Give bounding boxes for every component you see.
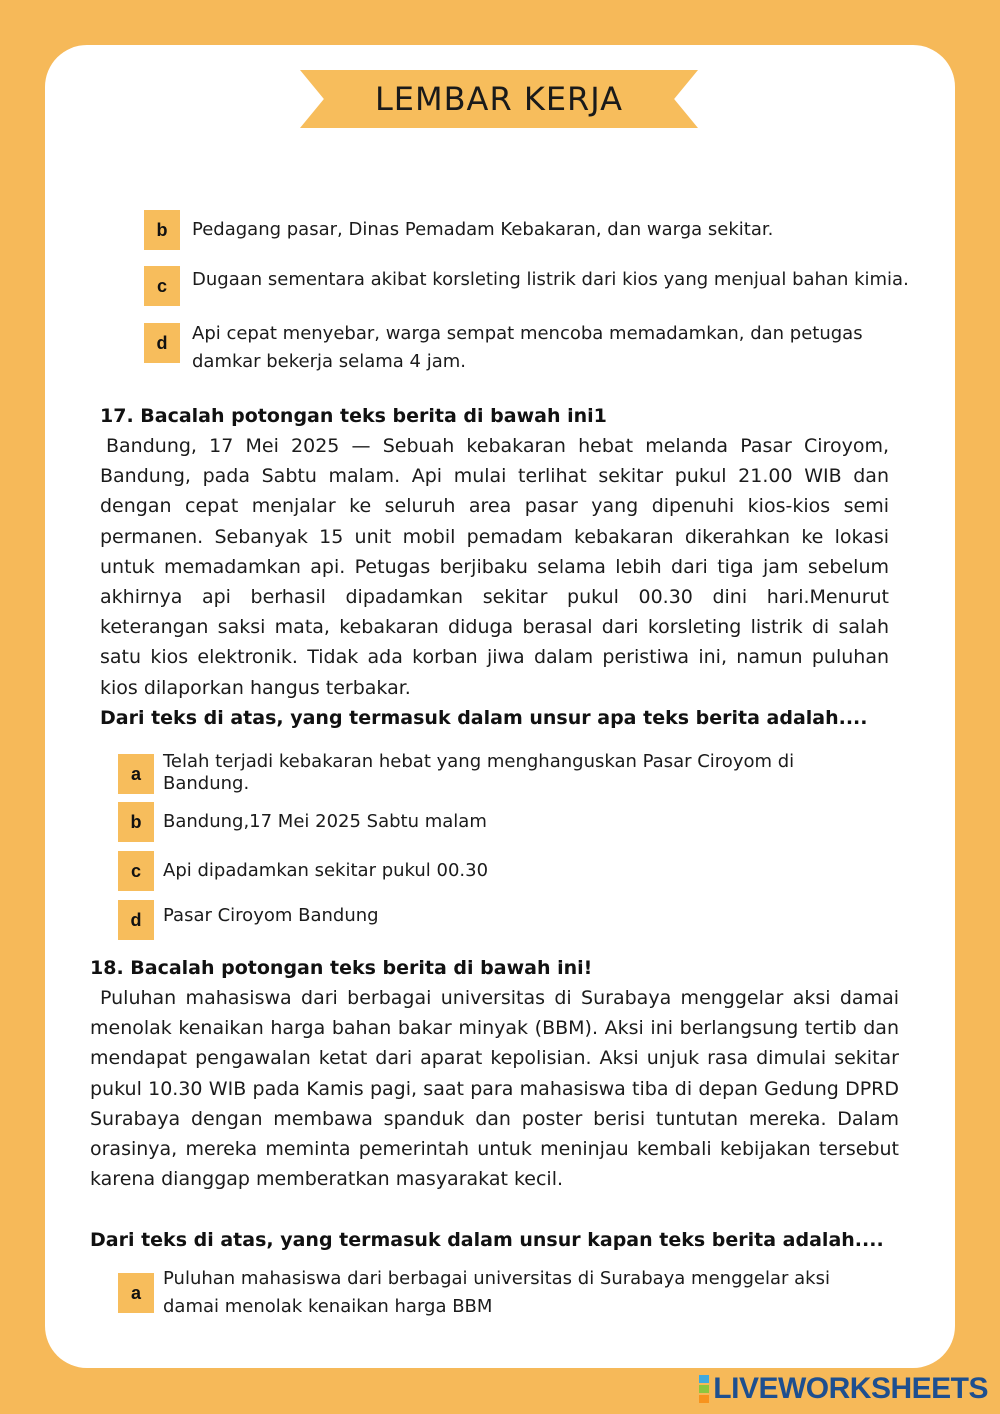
liveworksheets-logo-icon bbox=[699, 1374, 709, 1404]
q16-option-d-text[interactable]: Api cepat menyebar, warga sempat mencoba memadamkan, dan petugas damkar bekerja selama 4 jam. bbox=[192, 323, 863, 372]
q17-option-c-text[interactable]: Api dipadamkan sekitar pukul 00.30 bbox=[163, 860, 489, 881]
q17-option-d-text[interactable]: Pasar Ciroyom Bandung bbox=[163, 905, 379, 926]
q17-option-b-letter[interactable]: b bbox=[118, 802, 154, 842]
q17-option-c-letter[interactable]: c bbox=[118, 851, 154, 891]
q17-option-a-letter[interactable]: a bbox=[118, 754, 154, 794]
q18-prompt: Dari teks di atas, yang termasuk dalam unsur kapan teks berita adalah.... bbox=[90, 1229, 884, 1251]
q17-option-d-letter[interactable]: d bbox=[118, 900, 154, 940]
q18-title: 18. Bacalah potongan teks berita di bawah ini! bbox=[90, 957, 593, 979]
q16-option-d-letter[interactable]: d bbox=[144, 323, 180, 363]
q16-option-b-text[interactable]: Pedagang pasar, Dinas Pemadam Kebakaran, dan warga sekitar. bbox=[192, 219, 774, 240]
q17-passage: Bandung, 17 Mei 2025 — Sebuah kebakaran hebat melanda Pasar Ciroyom, Bandung, pada Sabtu malam. Api mulai terlihat sekitar pukul 21.00 WIB dan dengan cepat menjalar ke seluruh area pasar yang dipenuhi kios-kios semi permanen. Sebanyak 15 unit mobil pemadam kebakaran dikerahkan ke lokasi untuk memadamkan api. Petugas berjibaku selama lebih dari tiga jam sebelum akhirnya api berhasil dipadamkan sekitar pukul 00.30 dini hari.Menurut keterangan saksi mata, kebakaran diduga berasal dari korsleting listrik di salah satu kios elektronik. Tidak ada korban jiwa dalam peristiwa ini, namun puluhan kios dilaporkan hangus terbakar. bbox=[100, 435, 889, 699]
q16-option-c-letter[interactable]: c bbox=[144, 266, 180, 306]
q17-title: 17. Bacalah potongan teks berita di bawah ini1 bbox=[100, 405, 607, 427]
brand-name: LIVEWORKSHEETS bbox=[713, 1372, 988, 1405]
q16-option-c-text[interactable]: Dugaan sementara akibat korsleting listrik dari kios yang menjual bahan kimia. bbox=[192, 269, 909, 290]
q16-option-b-letter[interactable]: b bbox=[144, 210, 180, 250]
q17-option-a-text[interactable]: Telah terjadi kebakaran hebat yang menghanguskan Pasar Ciroyom di Bandung. bbox=[163, 751, 795, 794]
q18-passage: Puluhan mahasiswa dari berbagai universitas di Surabaya menggelar aksi damai menolak kenaikan harga bahan bakar minyak (BBM). Aksi ini berlangsung tertib dan mendapat pengawalan ketat dari aparat kepolisian. Aksi unjuk rasa dimulai sekitar pukul 10.30 WIB pada Kamis pagi, saat para mahasiswa tiba di depan Gedung DPRD Surabaya dengan membawa spanduk dan poster berisi tuntutan mereka. Dalam orasinya, mereka meminta pemerintah untuk meninjau kembali kebijakan tersebut karena dianggap memberatkan masyarakat kecil. bbox=[90, 987, 899, 1191]
q17-prompt: Dari teks di atas, yang termasuk dalam unsur apa teks berita adalah.... bbox=[100, 707, 868, 729]
page-title: LEMBAR KERJA bbox=[374, 80, 624, 118]
q18-option-a-text[interactable]: Puluhan mahasiswa dari berbagai universitas di Surabaya menggelar aksi damai menolak kenaikan harga BBM bbox=[163, 1268, 830, 1317]
q18-option-a-letter[interactable]: a bbox=[118, 1273, 154, 1313]
liveworksheets-brand[interactable] bbox=[699, 1372, 988, 1406]
q17-option-b-text[interactable]: Bandung,17 Mei 2025 Sabtu malam bbox=[163, 811, 487, 832]
